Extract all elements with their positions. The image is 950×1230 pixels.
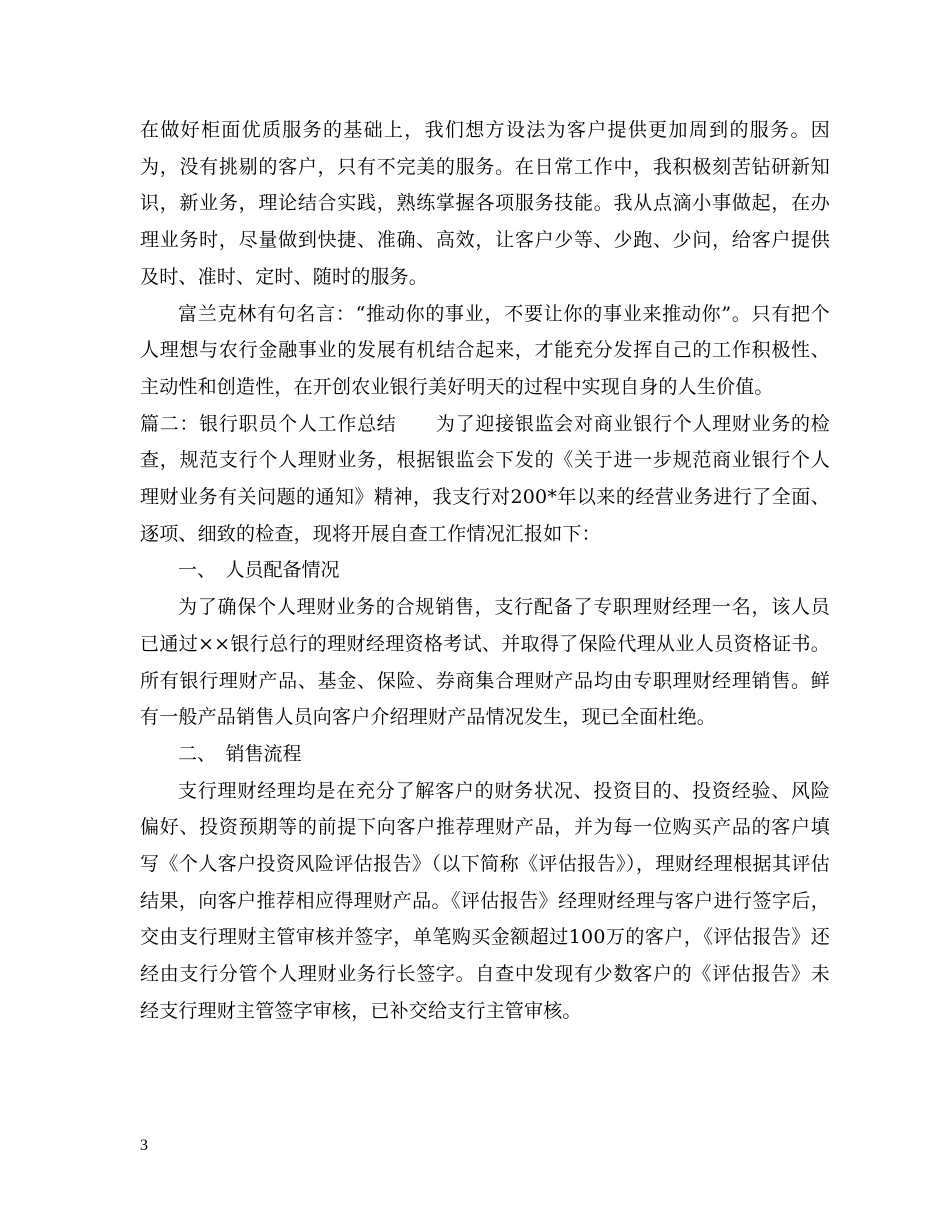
paragraph-franklin-quote: 富兰克林有句名言：“推动你的事业，不要让你的事业来推动你”。只有把个人理想与农行金融事业的发展有机结合起来，才能充分发挥自己的工作积极性、主动性和创造性，在开创农业银行美好明天的过程中实现自身的人生价值。 — [140, 302, 830, 398]
section-heading-sales-process: 二、 销售流程 — [178, 742, 302, 765]
page-number: 3 — [140, 1137, 148, 1154]
document-body — [140, 112, 830, 1030]
section-heading-staffing: 一、 人员配备情况 — [178, 559, 340, 582]
paragraph-part-two-intro: 篇二：银行职员个人工作总结 为了迎接银监会对商业银行个人理财业务的检查，规范支行个人理财业务，根据银监会下发的《关于进一步规范商业银行个人理财业务有关问题的通知》精神，我支行对200*年以来的经营业务进行了全面、逐项、细致的检查，现将开展自查工作情况汇报如下： — [140, 412, 830, 545]
paragraph-sales-process: 支行理财经理均是在充分了解客户的财务状况、投资目的、投资经验、风险偏好、投资预期等的前提下向客户推荐理财产品，并为每一位购买产品的客户填写《个人客户投资风险评估报告》（以下简称《评估报告》），理财经理根据其评估结果，向客户推荐相应得理财产品。《评估报告》经理财经理与客户进行签字后，交由支行理财主管审核并签字，单笔购买金额超过100万的客户，《评估报告》还经由支行分管个人理财业务行长签字。自查中发现有少数客户的《评估报告》未经支行理财主管签字审核，已补交给支行主管审核。 — [140, 779, 830, 1022]
paragraph-staffing: 为了确保个人理财业务的合规销售，支行配备了专职理财经理一名，该人员已通过××银行总行的理财经理资格考试、并取得了保险代理从业人员资格证书。所有银行理财产品、基金、保险、券商集合理财产品均由专职理财经理销售。鲜有一般产品销售人员向客户介绍理财产品情况发生，现已全面杜绝。 — [140, 596, 830, 729]
paragraph-service: 在做好柜面优质服务的基础上，我们想方设法为客户提供更加周到的服务。因为，没有挑剔的客户，只有不完美的服务。在日常工作中，我积极刻苦钻研新知识，新业务，理论结合实践，熟练掌握各项服务技能。我从点滴小事做起，在办理业务时，尽量做到快捷、准确、高效，让客户少等、少跑、少问，给客户提供及时、准时、定时、随时的服务。 — [140, 119, 830, 288]
